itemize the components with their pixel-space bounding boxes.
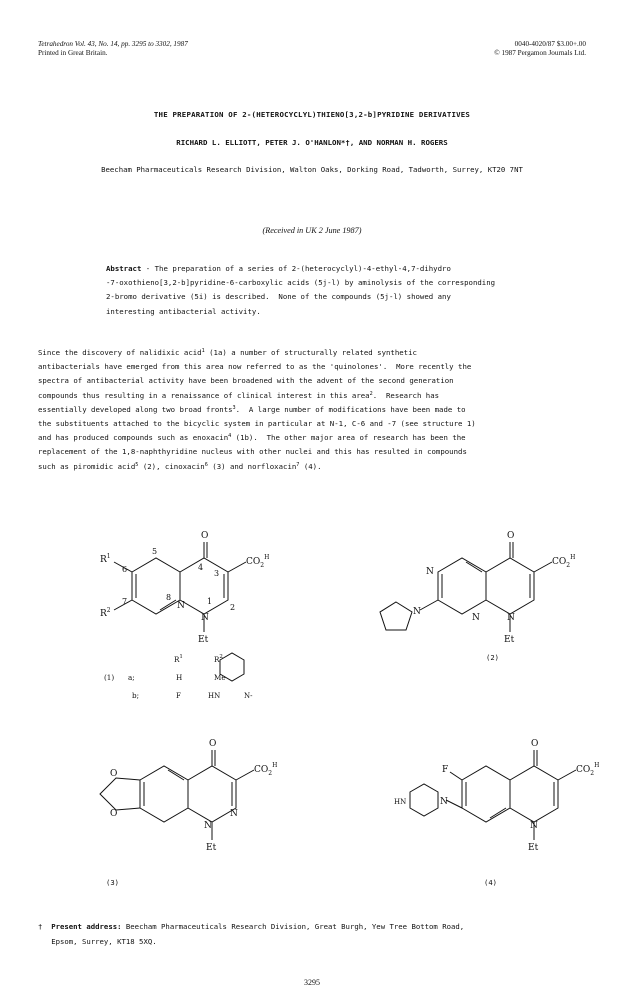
position-number: 6 xyxy=(122,565,128,574)
journal-line: Tetrahedron Vol. 43, No. 14, pp. 3295 to 3302, 1987 xyxy=(38,40,188,48)
atom-label: HN xyxy=(394,798,407,806)
structure-3-labels xyxy=(106,739,277,887)
body-text: and has produced compounds such as enoxacin xyxy=(38,433,229,443)
abstract-line: interesting antibacterial activity. xyxy=(106,306,261,316)
atom-label: $R^1$ xyxy=(100,553,111,565)
body-text: . Research has xyxy=(372,390,440,400)
atom-label: Et xyxy=(198,635,209,645)
position-number: 3 xyxy=(214,569,220,578)
body-paragraph xyxy=(38,346,476,474)
body-text: antibacterials have emerged from this area now referred to as the 'quinolones'. More recently the xyxy=(38,362,472,372)
copyright: © 1987 Pergamon Journals Ltd. xyxy=(494,49,586,57)
compound-label: (2) xyxy=(486,653,499,662)
body-text: compounds thus resulting in a renaissance of clinical interest in this area xyxy=(38,390,370,400)
position-number: 4 xyxy=(198,563,204,572)
body-text: the substituents attached to the bicyclic system in particular at N-1, C-6 and -7 (see structure 1) xyxy=(38,419,476,429)
dagger-mark: † xyxy=(38,922,43,931)
body-text: (1a) a number of structurally related synthetic xyxy=(204,348,417,357)
body-text: replacement of the 1,8-naphthyridine nucleus with other nuclei and this has resulted in compounds xyxy=(38,447,467,457)
position-number: 8 xyxy=(166,593,172,602)
structure-1-table xyxy=(104,654,253,700)
journal-code: 0040-4020/87 $3.00+.00 xyxy=(514,40,586,48)
footnote-label: Present address: xyxy=(51,922,122,931)
table-row-id: a; xyxy=(128,673,135,682)
position-number: 5 xyxy=(152,547,158,556)
body-text: such as piromidic acid xyxy=(38,461,136,471)
structure-4-drawing xyxy=(410,750,576,840)
atom-label: $CO_2^H$ xyxy=(576,762,600,777)
atom-label: F xyxy=(442,765,449,775)
journal-citation xyxy=(38,40,188,58)
compound-label: (1) xyxy=(104,673,115,682)
body-text: (2), cinoxacin xyxy=(138,461,205,471)
structure-2-labels xyxy=(413,531,575,662)
citation: 6 xyxy=(204,461,208,468)
body-text: Since the discovery of nalidixic acid xyxy=(38,348,202,357)
table-cell: F xyxy=(176,691,181,700)
citation: 1 xyxy=(201,348,205,354)
footnote-text: Beecham Pharmaceuticals Research Division, Great Burgh, Yew Tree Bottom Road, xyxy=(121,922,465,931)
body-text: . A large number of modifications have been made to xyxy=(235,404,466,414)
table-header: $R^2$ xyxy=(214,654,223,664)
affiliation: Beecham Pharmaceuticals Research Division, Walton Oaks, Dorking Road, Tadworth, Surrey, KT20 7NT xyxy=(101,165,523,174)
atom-label: $CO_2^H$ xyxy=(254,762,278,777)
abstract-line: 2-bromo derivative (5i) is described. None of the compounds (5j-l) showed any xyxy=(106,292,451,302)
atom-label: Et xyxy=(206,843,217,853)
body-text: (1b). The other major area of research has been the xyxy=(231,433,466,443)
atom-label: N xyxy=(530,821,538,831)
table-cell: Me xyxy=(214,673,226,682)
abstract xyxy=(106,262,495,319)
paper-title: THE PREPARATION OF 2-(HETEROCYCLYL)THIENO[3,2-b]PYRIDINE DERIVATIVES xyxy=(153,110,471,119)
position-number: 2 xyxy=(230,603,236,612)
compound-label: (3) xyxy=(106,878,119,887)
body-text: (3) and norfloxacin xyxy=(207,461,297,471)
atom-label: O xyxy=(209,739,217,749)
body-text: (4). xyxy=(299,461,322,471)
atom-label: O xyxy=(507,531,515,541)
atom-label: Et xyxy=(504,635,515,645)
atom-label: N xyxy=(413,607,421,617)
atom-label: Et xyxy=(528,843,539,853)
atom-label: $CO_2^H$ xyxy=(246,554,270,569)
position-number: 7 xyxy=(122,597,128,606)
citation: 5 xyxy=(135,461,139,468)
structure-2-drawing xyxy=(380,542,552,632)
footnote-text: Epsom, Surrey, KT18 5XQ. xyxy=(51,936,157,946)
body-text: essentially developed along two broad fronts xyxy=(38,404,233,414)
citation: 4 xyxy=(228,433,232,440)
structure-4-labels xyxy=(394,739,599,887)
table-cell: H xyxy=(176,673,183,682)
abstract-line: -7-oxothieno[3,2-b]pyridine-6-carboxylic acids (5j-l) by aminolysis of the corresponding xyxy=(106,278,496,288)
citation: 3 xyxy=(232,404,236,411)
position-number: 1 xyxy=(207,597,213,606)
body-text: spectra of antibacterial activity have been broadened with the advent of the second generation xyxy=(38,376,454,386)
citation: 2 xyxy=(369,390,373,397)
table-cell: HN xyxy=(208,692,221,700)
atom-label: N xyxy=(440,797,448,807)
atom-label: O xyxy=(110,769,118,779)
atom-label: O xyxy=(201,531,209,541)
footnote xyxy=(38,920,464,949)
chemical-structures xyxy=(0,520,624,920)
atom-label: N xyxy=(204,821,212,831)
structure-1-labels xyxy=(100,531,269,645)
compound-label: (4) xyxy=(484,878,497,887)
atom-label: O xyxy=(531,739,539,749)
table-header: $R^1$ xyxy=(174,654,183,664)
printed-line: Printed in Great Britain. xyxy=(38,49,108,57)
atom-label: N xyxy=(230,809,238,819)
atom-label: $CO_2^H$ xyxy=(552,554,576,569)
table-cell: N- xyxy=(244,692,253,700)
structure-1-drawing xyxy=(114,542,246,632)
citation: 7 xyxy=(296,461,300,468)
author-list: RICHARD L. ELLIOTT, PETER J. O'HANLON*†, AND NORMAN H. ROGERS xyxy=(176,138,448,147)
atom-label: N xyxy=(472,613,480,623)
atom-label: $R^2$ xyxy=(100,607,111,619)
abstract-line: - The preparation of a series of 2-(heterocyclyl)-4-ethyl-4,7-dihydro xyxy=(141,264,451,273)
journal-code-block xyxy=(466,40,586,58)
atom-label: N xyxy=(507,613,515,623)
received-date: (Received in UK 2 June 1987) xyxy=(262,226,362,235)
table-row-id: b; xyxy=(132,691,140,700)
structure-3-drawing xyxy=(100,750,254,840)
atom-label: N xyxy=(426,567,434,577)
atom-label: O xyxy=(110,809,118,819)
atom-label: N xyxy=(201,613,209,623)
atom-label: N xyxy=(177,601,185,611)
page-number: 3295 xyxy=(304,978,320,987)
abstract-label: Abstract xyxy=(106,264,142,273)
